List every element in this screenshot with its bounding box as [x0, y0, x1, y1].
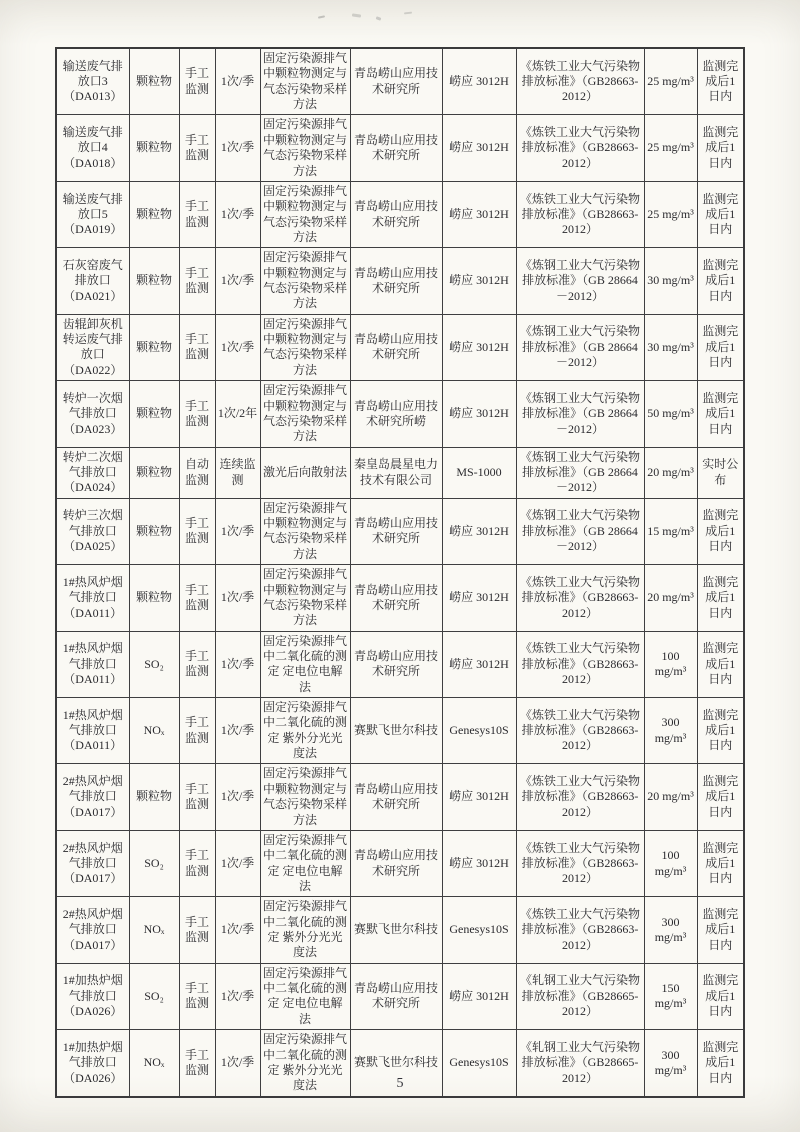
frequency-cell: 1次/季 [215, 248, 260, 314]
institute-cell: 赛默飞世尔科技 [350, 897, 442, 963]
analysis-method-cell: 固定污染源排气中颗粒物测定与气态污染物采样方法 [260, 565, 350, 631]
instrument-cell: 崂应 3012H [442, 565, 516, 631]
disclosure-time-cell: 监测完成后1日内 [697, 565, 744, 631]
outlet-name-cell: 1#加热炉烟气排放口（DA026） [56, 963, 129, 1029]
standard-cell: 《轧钢工业大气污染物排放标准》（GB28665-2012） [516, 963, 644, 1029]
table-row [56, 447, 744, 498]
monitoring-type-cell: 手工监测 [179, 698, 215, 764]
limit-value-cell: 20 mg/m³ [644, 764, 697, 830]
analysis-method-cell: 激光后向散射法 [260, 447, 350, 498]
limit-value-cell: 25 mg/m³ [644, 115, 697, 181]
scan-artifact [318, 15, 325, 18]
analysis-method-cell: 固定污染源排气中颗粒物测定与气态污染物采样方法 [260, 48, 350, 115]
institute-cell: 秦皇岛晨星电力技术有限公司 [350, 447, 442, 498]
standard-cell: 《炼钢工业大气污染物排放标准》（GB 28664－2012） [516, 381, 644, 447]
analysis-method-cell: 固定污染源排气中二氧化硫的测定 紫外分光光度法 [260, 698, 350, 764]
monitoring-type-cell: 手工监测 [179, 314, 215, 380]
pollutant-cell: 颗粒物 [129, 764, 179, 830]
institute-cell: 青岛崂山应用技术研究所 [350, 314, 442, 380]
disclosure-time-cell: 监测完成后1日内 [697, 248, 744, 314]
disclosure-time-cell: 实时公布 [697, 447, 744, 498]
pollutant-cell: SO₂ [129, 830, 179, 896]
frequency-cell: 1次/2年 [215, 381, 260, 447]
outlet-name-cell: 2#热风炉烟气排放口（DA017） [56, 897, 129, 963]
instrument-cell: MS-1000 [442, 447, 516, 498]
pollutant-cell: 颗粒物 [129, 565, 179, 631]
institute-cell: 青岛崂山应用技术研究所 [350, 764, 442, 830]
pollutant-cell: NOₓ [129, 897, 179, 963]
limit-value-cell: 20 mg/m³ [644, 565, 697, 631]
monitoring-type-cell: 手工监测 [179, 1030, 215, 1097]
monitoring-type-cell: 自动监测 [179, 447, 215, 498]
monitoring-type-cell: 手工监测 [179, 830, 215, 896]
frequency-cell: 1次/季 [215, 181, 260, 247]
disclosure-time-cell: 监测完成后1日内 [697, 963, 744, 1029]
standard-cell: 《炼钢工业大气污染物排放标准》（GB 28664－2012） [516, 447, 644, 498]
monitoring-type-cell: 手工监测 [179, 381, 215, 447]
instrument-cell: 崂应 3012H [442, 181, 516, 247]
table-row [56, 764, 744, 830]
institute-cell: 青岛崂山应用技术研究所崂 [350, 381, 442, 447]
standard-cell: 《炼钢工业大气污染物排放标准》（GB 28664－2012） [516, 248, 644, 314]
instrument-cell: 崂应 3012H [442, 764, 516, 830]
outlet-name-cell: 2#热风炉烟气排放口（DA017） [56, 830, 129, 896]
instrument-cell: 崂应 3012H [442, 248, 516, 314]
standard-cell: 《炼铁工业大气污染物排放标准》（GB28663-2012） [516, 830, 644, 896]
analysis-method-cell: 固定污染源排气中颗粒物测定与气态污染物采样方法 [260, 115, 350, 181]
outlet-name-cell: 输送废气排放口5（DA019） [56, 181, 129, 247]
frequency-cell: 1次/季 [215, 698, 260, 764]
institute-cell: 青岛崂山应用技术研究所 [350, 48, 442, 115]
institute-cell: 青岛崂山应用技术研究所 [350, 498, 442, 564]
table-row [56, 115, 744, 181]
table-row [56, 181, 744, 247]
limit-value-cell: 300 mg/m³ [644, 698, 697, 764]
pollutant-cell: 颗粒物 [129, 48, 179, 115]
outlet-name-cell: 输送废气排放口3（DA013） [56, 48, 129, 115]
disclosure-time-cell: 监测完成后1日内 [697, 115, 744, 181]
institute-cell: 青岛崂山应用技术研究所 [350, 565, 442, 631]
standard-cell: 《炼铁工业大气污染物排放标准》（GB28663-2012） [516, 181, 644, 247]
monitoring-type-cell: 手工监测 [179, 897, 215, 963]
disclosure-time-cell: 监测完成后1日内 [697, 698, 744, 764]
pollutant-cell: NOₓ [129, 698, 179, 764]
limit-value-cell: 30 mg/m³ [644, 314, 697, 380]
outlet-name-cell: 石灰窑废气排放口（DA021） [56, 248, 129, 314]
monitoring-type-cell: 手工监测 [179, 248, 215, 314]
institute-cell: 青岛崂山应用技术研究所 [350, 631, 442, 697]
standard-cell: 《轧钢工业大气污染物排放标准》（GB28665-2012） [516, 1030, 644, 1097]
pollutant-cell: 颗粒物 [129, 115, 179, 181]
instrument-cell: 崂应 3012H [442, 963, 516, 1029]
frequency-cell: 连续监测 [215, 447, 260, 498]
disclosure-time-cell: 监测完成后1日内 [697, 48, 744, 115]
table-row [56, 897, 744, 963]
disclosure-time-cell: 监测完成后1日内 [697, 181, 744, 247]
limit-value-cell: 300 mg/m³ [644, 897, 697, 963]
instrument-cell: Genesys10S [442, 1030, 516, 1097]
frequency-cell: 1次/季 [215, 1030, 260, 1097]
table-row [56, 48, 744, 115]
institute-cell: 青岛崂山应用技术研究所 [350, 181, 442, 247]
standard-cell: 《炼铁工业大气污染物排放标准》（GB28663-2012） [516, 565, 644, 631]
frequency-cell: 1次/季 [215, 897, 260, 963]
limit-value-cell: 30 mg/m³ [644, 248, 697, 314]
outlet-name-cell: 1#热风炉烟气排放口（DA011） [56, 631, 129, 697]
instrument-cell: 崂应 3012H [442, 498, 516, 564]
instrument-cell: 崂应 3012H [442, 830, 516, 896]
pollutant-cell: NOₓ [129, 1030, 179, 1097]
table-row [56, 498, 744, 564]
analysis-method-cell: 固定污染源排气中二氧化硫的测定 定电位电解法 [260, 830, 350, 896]
analysis-method-cell: 固定污染源排气中颗粒物测定与气态污染物采样方法 [260, 181, 350, 247]
monitoring-type-cell: 手工监测 [179, 764, 215, 830]
instrument-cell: Genesys10S [442, 897, 516, 963]
outlet-name-cell: 输送废气排放口4（DA018） [56, 115, 129, 181]
frequency-cell: 1次/季 [215, 314, 260, 380]
monitoring-type-cell: 手工监测 [179, 498, 215, 564]
standard-cell: 《炼铁工业大气污染物排放标准》（GB28663-2012） [516, 897, 644, 963]
pollutant-cell: 颗粒物 [129, 447, 179, 498]
institute-cell: 青岛崂山应用技术研究所 [350, 115, 442, 181]
monitoring-type-cell: 手工监测 [179, 181, 215, 247]
limit-value-cell: 20 mg/m³ [644, 447, 697, 498]
pollutant-cell: SO₂ [129, 631, 179, 697]
frequency-cell: 1次/季 [215, 565, 260, 631]
standard-cell: 《炼钢工业大气污染物排放标准》（GB 28664－2012） [516, 498, 644, 564]
monitoring-type-cell: 手工监测 [179, 115, 215, 181]
institute-cell: 青岛崂山应用技术研究所 [350, 248, 442, 314]
instrument-cell: 崂应 3012H [442, 381, 516, 447]
emission-monitoring-table [55, 47, 745, 1098]
analysis-method-cell: 固定污染源排气中颗粒物测定与气态污染物采样方法 [260, 498, 350, 564]
instrument-cell: 崂应 3012H [442, 115, 516, 181]
scan-artifact [404, 12, 412, 15]
analysis-method-cell: 固定污染源排气中二氧化硫的测定 定电位电解法 [260, 631, 350, 697]
scan-artifact [352, 13, 361, 17]
pollutant-cell: SO₂ [129, 963, 179, 1029]
monitoring-type-cell: 手工监测 [179, 963, 215, 1029]
instrument-cell: 崂应 3012H [442, 48, 516, 115]
limit-value-cell: 100 mg/m³ [644, 631, 697, 697]
outlet-name-cell: 转炉二次烟气排放口（DA024） [56, 447, 129, 498]
institute-cell: 赛默飞世尔科技 [350, 1030, 442, 1097]
analysis-method-cell: 固定污染源排气中颗粒物测定与气态污染物采样方法 [260, 314, 350, 380]
standard-cell: 《炼铁工业大气污染物排放标准》（GB28663-2012） [516, 764, 644, 830]
outlet-name-cell: 转炉三次烟气排放口（DA025） [56, 498, 129, 564]
institute-cell: 青岛崂山应用技术研究所 [350, 963, 442, 1029]
table-row [56, 631, 744, 697]
disclosure-time-cell: 监测完成后1日内 [697, 830, 744, 896]
standard-cell: 《炼铁工业大气污染物排放标准》（GB28663-2012） [516, 115, 644, 181]
disclosure-time-cell: 监测完成后1日内 [697, 1030, 744, 1097]
disclosure-time-cell: 监测完成后1日内 [697, 764, 744, 830]
emission-monitoring-table-body [56, 48, 744, 1097]
outlet-name-cell: 2#热风炉烟气排放口（DA017） [56, 764, 129, 830]
outlet-name-cell: 1#热风炉烟气排放口（DA011） [56, 565, 129, 631]
table-row [56, 565, 744, 631]
instrument-cell: 崂应 3012H [442, 314, 516, 380]
institute-cell: 赛默飞世尔科技 [350, 698, 442, 764]
disclosure-time-cell: 监测完成后1日内 [697, 897, 744, 963]
instrument-cell: Genesys10S [442, 698, 516, 764]
instrument-cell: 崂应 3012H [442, 631, 516, 697]
frequency-cell: 1次/季 [215, 830, 260, 896]
limit-value-cell: 100 mg/m³ [644, 830, 697, 896]
standard-cell: 《炼钢工业大气污染物排放标准》（GB 28664－2012） [516, 314, 644, 380]
frequency-cell: 1次/季 [215, 963, 260, 1029]
analysis-method-cell: 固定污染源排气中颗粒物测定与气态污染物采样方法 [260, 248, 350, 314]
limit-value-cell: 25 mg/m³ [644, 48, 697, 115]
frequency-cell: 1次/季 [215, 115, 260, 181]
pollutant-cell: 颗粒物 [129, 498, 179, 564]
monitoring-type-cell: 手工监测 [179, 565, 215, 631]
standard-cell: 《炼铁工业大气污染物排放标准》（GB28663-2012） [516, 631, 644, 697]
standard-cell: 《炼铁工业大气污染物排放标准》（GB28663-2012） [516, 698, 644, 764]
limit-value-cell: 15 mg/m³ [644, 498, 697, 564]
scan-artifact [376, 16, 382, 21]
disclosure-time-cell: 监测完成后1日内 [697, 381, 744, 447]
pollutant-cell: 颗粒物 [129, 181, 179, 247]
analysis-method-cell: 固定污染源排气中颗粒物测定与气态污染物采样方法 [260, 381, 350, 447]
analysis-method-cell: 固定污染源排气中二氧化硫的测定 定电位电解法 [260, 963, 350, 1029]
institute-cell: 青岛崂山应用技术研究所 [350, 830, 442, 896]
pollutant-cell: 颗粒物 [129, 248, 179, 314]
frequency-cell: 1次/季 [215, 48, 260, 115]
outlet-name-cell: 1#热风炉烟气排放口（DA011） [56, 698, 129, 764]
pollutant-cell: 颗粒物 [129, 381, 179, 447]
table-row [56, 698, 744, 764]
page-number: 5 [396, 1076, 404, 1091]
frequency-cell: 1次/季 [215, 764, 260, 830]
table-row [56, 963, 744, 1029]
outlet-name-cell: 转炉一次烟气排放口（DA023） [56, 381, 129, 447]
pollutant-cell: 颗粒物 [129, 314, 179, 380]
table-row [56, 830, 744, 896]
limit-value-cell: 50 mg/m³ [644, 381, 697, 447]
frequency-cell: 1次/季 [215, 498, 260, 564]
monitoring-type-cell: 手工监测 [179, 48, 215, 115]
disclosure-time-cell: 监测完成后1日内 [697, 498, 744, 564]
limit-value-cell: 25 mg/m³ [644, 181, 697, 247]
analysis-method-cell: 固定污染源排气中颗粒物测定与气态污染物采样方法 [260, 764, 350, 830]
standard-cell: 《炼铁工业大气污染物排放标准》（GB28663-2012） [516, 48, 644, 115]
outlet-name-cell: 齿辊卸灰机转运废气排放口（DA022） [56, 314, 129, 380]
analysis-method-cell: 固定污染源排气中二氧化硫的测定 紫外分光光度法 [260, 897, 350, 963]
disclosure-time-cell: 监测完成后1日内 [697, 314, 744, 380]
monitoring-type-cell: 手工监测 [179, 631, 215, 697]
analysis-method-cell: 固定污染源排气中二氧化硫的测定 紫外分光光度法 [260, 1030, 350, 1097]
limit-value-cell: 300 mg/m³ [644, 1030, 697, 1097]
table-row [56, 248, 744, 314]
limit-value-cell: 150 mg/m³ [644, 963, 697, 1029]
disclosure-time-cell: 监测完成后1日内 [697, 631, 744, 697]
table-row [56, 381, 744, 447]
table-row [56, 314, 744, 380]
outlet-name-cell: 1#加热炉烟气排放口（DA026） [56, 1030, 129, 1097]
frequency-cell: 1次/季 [215, 631, 260, 697]
